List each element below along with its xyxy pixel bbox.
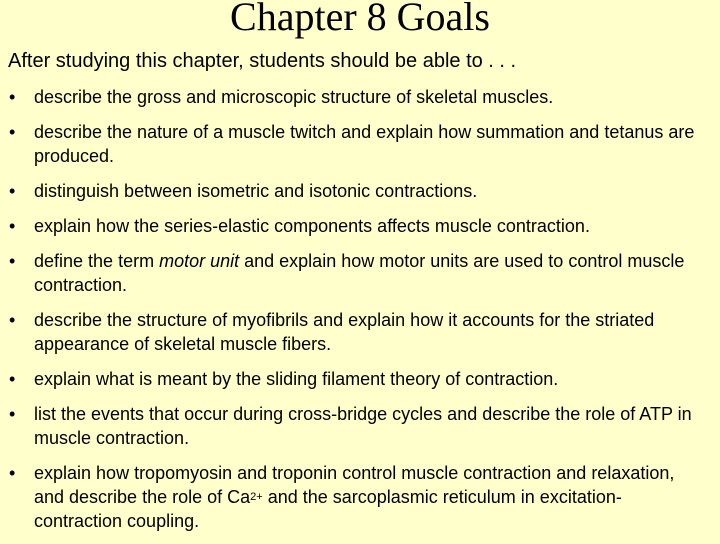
goal-item-5 (0, 249, 712, 297)
goal-text-emphasis: motor unit (159, 251, 240, 271)
goal-text (34, 463, 674, 531)
bullet-icon: • (9, 87, 16, 107)
goal-item-6 (0, 308, 712, 356)
bullet-icon: • (9, 463, 16, 483)
goal-item-8 (0, 402, 712, 450)
goal-text-after: and explain how motor units are used to control muscle contraction. (34, 251, 685, 295)
goal-text-before: define the term (34, 251, 160, 271)
goal-text: describe the gross and microscopic structure of skeletal muscles. (34, 87, 554, 107)
bullet-icon: • (9, 310, 16, 330)
goal-text: list the events that occur during cross-bridge cycles and describe the role of ATP in muscle contraction. (34, 404, 692, 448)
goal-item-1 (0, 85, 712, 109)
goals-list (0, 85, 712, 544)
goal-text-before: explain how tropomyosin and troponin control muscle contraction and relaxation, and describe the role of Ca (34, 463, 675, 507)
bullet-icon: • (9, 216, 16, 236)
goal-item-9 (0, 461, 712, 533)
goal-text: describe the structure of myofibrils and explain how it accounts for the striated appearance of skeletal muscle fibers. (34, 310, 655, 354)
bullet-icon: • (9, 251, 16, 271)
goal-item-3 (0, 179, 712, 203)
goal-item-7 (0, 367, 712, 391)
goal-text (34, 251, 684, 295)
bullet-icon: • (9, 122, 16, 142)
bullet-icon: • (9, 181, 16, 201)
goal-text: describe the nature of a muscle twitch and explain how summation and tetanus are produced. (34, 122, 695, 166)
goal-text: distinguish between isometric and isotonic contractions. (34, 181, 478, 201)
bullet-icon: • (9, 369, 16, 389)
goal-text-after: and the sarcoplasmic reticulum in excitation-contraction coupling. (34, 487, 622, 531)
slide-title: Chapter 8 Goals (230, 0, 490, 39)
goal-item-2 (0, 120, 712, 168)
superscript-charge: 2+ (250, 491, 263, 503)
goal-text: explain how the series-elastic components affects muscle contraction. (34, 216, 590, 236)
goal-text: explain what is meant by the sliding filament theory of contraction. (34, 369, 559, 389)
bullet-icon: • (9, 404, 16, 424)
intro-text: After studying this chapter, students should be able to . . . (8, 50, 517, 72)
goal-item-4 (0, 214, 712, 238)
